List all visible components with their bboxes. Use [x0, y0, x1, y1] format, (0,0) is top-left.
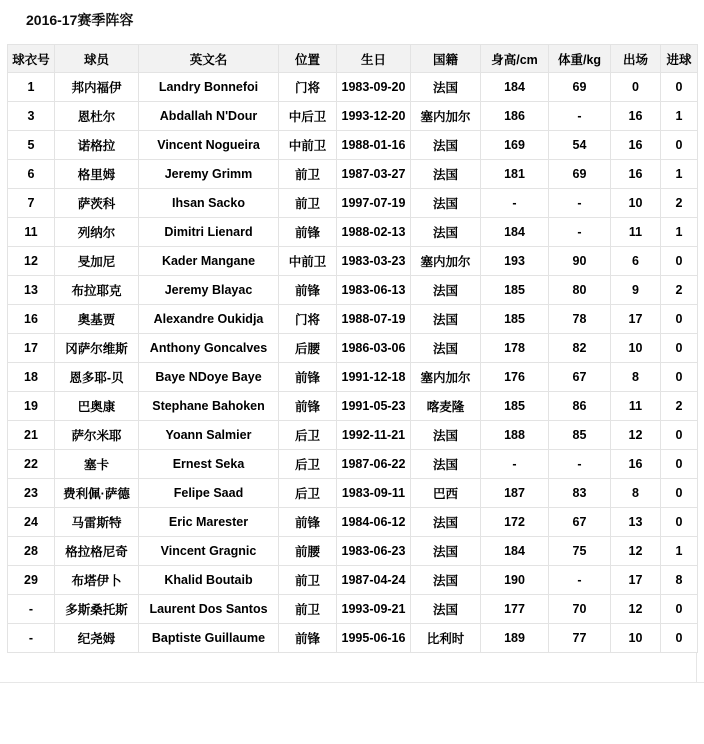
table-cell: 前卫 [279, 189, 337, 218]
table-cell: 列纳尔 [55, 218, 139, 247]
roster-table [7, 44, 698, 653]
table-cell: 后卫 [279, 450, 337, 479]
table-cell: Landry Bonnefoi [139, 73, 279, 102]
table-cell: 1992-11-21 [337, 421, 411, 450]
table-cell: 13 [611, 508, 661, 537]
table-cell: Eric Marester [139, 508, 279, 537]
table-cell: 0 [661, 363, 698, 392]
table-cell: 巴西 [411, 479, 481, 508]
table-cell: 75 [549, 537, 611, 566]
table-cell: 萨尔米耶 [55, 421, 139, 450]
table-cell: 23 [8, 479, 55, 508]
table-cell: 172 [481, 508, 549, 537]
table-cell: 1 [661, 102, 698, 131]
table-cell: Khalid Boutaib [139, 566, 279, 595]
table-cell: Ihsan Sacko [139, 189, 279, 218]
table-row [8, 450, 698, 479]
table-cell: 法国 [411, 218, 481, 247]
table-cell: 门将 [279, 305, 337, 334]
table-cell: 69 [549, 160, 611, 189]
table-cell: 85 [549, 421, 611, 450]
table-cell: 184 [481, 73, 549, 102]
table-cell: 1 [8, 73, 55, 102]
table-row [8, 624, 698, 653]
table-cell: 19 [8, 392, 55, 421]
table-cell: 83 [549, 479, 611, 508]
table-cell: 185 [481, 392, 549, 421]
table-cell: 0 [661, 73, 698, 102]
table-cell: 前锋 [279, 276, 337, 305]
table-header [8, 45, 698, 73]
table-row [8, 73, 698, 102]
table-cell: Vincent Nogueira [139, 131, 279, 160]
table-cell: - [481, 450, 549, 479]
table-cell: 0 [661, 508, 698, 537]
table-cell: 16 [611, 160, 661, 189]
table-cell: 多斯桑托斯 [55, 595, 139, 624]
table-cell: 1988-01-16 [337, 131, 411, 160]
table-cell: 前卫 [279, 595, 337, 624]
table-cell: 前锋 [279, 624, 337, 653]
table-cell: 24 [8, 508, 55, 537]
table-cell: 185 [481, 276, 549, 305]
table-cell: - [481, 189, 549, 218]
table-cell: 7 [8, 189, 55, 218]
table-row [8, 566, 698, 595]
table-cell: Ernest Seka [139, 450, 279, 479]
table-cell: 法国 [411, 160, 481, 189]
table-cell: 费利佩·萨德 [55, 479, 139, 508]
table-row [8, 595, 698, 624]
table-cell: 12 [8, 247, 55, 276]
table-cell: 177 [481, 595, 549, 624]
table-row [8, 189, 698, 218]
table-cell: 法国 [411, 508, 481, 537]
table-cell: 塞卡 [55, 450, 139, 479]
table-cell: 0 [661, 450, 698, 479]
table-cell: 前锋 [279, 363, 337, 392]
table-cell: - [549, 189, 611, 218]
table-row [8, 508, 698, 537]
table-cell: 法国 [411, 276, 481, 305]
column-header: 身高/cm [481, 45, 549, 73]
table-cell: 纪尧姆 [55, 624, 139, 653]
table-cell: 17 [611, 305, 661, 334]
table-cell: Baptiste Guillaume [139, 624, 279, 653]
table-cell: 77 [549, 624, 611, 653]
table-cell: 12 [611, 595, 661, 624]
table-cell: Jeremy Blayac [139, 276, 279, 305]
table-cell: 1987-03-27 [337, 160, 411, 189]
table-cell: 1993-09-21 [337, 595, 411, 624]
table-cell: 16 [611, 131, 661, 160]
table-cell: 184 [481, 218, 549, 247]
table-cell: 189 [481, 624, 549, 653]
table-cell: 1987-04-24 [337, 566, 411, 595]
table-cell: 8 [611, 479, 661, 508]
table-cell: 塞内加尔 [411, 102, 481, 131]
column-header: 位置 [279, 45, 337, 73]
table-row [8, 392, 698, 421]
table-cell: 54 [549, 131, 611, 160]
table-cell: 法国 [411, 189, 481, 218]
column-header: 球员 [55, 45, 139, 73]
table-cell: 186 [481, 102, 549, 131]
table-cell: 格拉格尼奇 [55, 537, 139, 566]
table-cell: 1993-12-20 [337, 102, 411, 131]
column-header: 生日 [337, 45, 411, 73]
table-cell: 90 [549, 247, 611, 276]
table-cell: 法国 [411, 450, 481, 479]
table-cell: 1983-03-23 [337, 247, 411, 276]
column-header: 球衣号 [8, 45, 55, 73]
table-cell: 11 [8, 218, 55, 247]
table-cell: Laurent Dos Santos [139, 595, 279, 624]
table-cell: Jeremy Grimm [139, 160, 279, 189]
table-cell: 22 [8, 450, 55, 479]
table-cell: Baye NDoye Baye [139, 363, 279, 392]
table-cell: 28 [8, 537, 55, 566]
table-cell: 1983-09-20 [337, 73, 411, 102]
table-cell: 恩杜尔 [55, 102, 139, 131]
table-cell: 冈萨尔维斯 [55, 334, 139, 363]
header-row [8, 45, 698, 73]
table-cell: 16 [8, 305, 55, 334]
table-row [8, 218, 698, 247]
table-cell: Abdallah N'Dour [139, 102, 279, 131]
table-cell: 塞内加尔 [411, 363, 481, 392]
table-cell: 86 [549, 392, 611, 421]
table-cell: 21 [8, 421, 55, 450]
table-body [8, 73, 698, 653]
table-cell: 法国 [411, 305, 481, 334]
column-header: 国籍 [411, 45, 481, 73]
table-cell: 12 [611, 537, 661, 566]
table-row [8, 102, 698, 131]
table-cell: 190 [481, 566, 549, 595]
table-row [8, 247, 698, 276]
table-cell: 前腰 [279, 537, 337, 566]
table-cell: 布塔伊卜 [55, 566, 139, 595]
table-cell: 13 [8, 276, 55, 305]
table-cell: 185 [481, 305, 549, 334]
table-cell: Dimitri Lienard [139, 218, 279, 247]
table-cell: 176 [481, 363, 549, 392]
table-cell: 1 [661, 537, 698, 566]
table-cell: 诺格拉 [55, 131, 139, 160]
table-cell: 布拉耶克 [55, 276, 139, 305]
table-row [8, 537, 698, 566]
table-cell: 1997-07-19 [337, 189, 411, 218]
table-cell: - [8, 595, 55, 624]
table-cell: 法国 [411, 566, 481, 595]
table-cell: 178 [481, 334, 549, 363]
table-row [8, 131, 698, 160]
table-cell: 9 [611, 276, 661, 305]
table-cell: 萨茨科 [55, 189, 139, 218]
table-cell: 旻加尼 [55, 247, 139, 276]
table-cell: 0 [661, 479, 698, 508]
table-cell: 中前卫 [279, 131, 337, 160]
column-header: 进球 [661, 45, 698, 73]
table-cell: 184 [481, 537, 549, 566]
table-cell: 后腰 [279, 334, 337, 363]
table-cell: 塞内加尔 [411, 247, 481, 276]
table-cell: 马雷斯特 [55, 508, 139, 537]
table-row [8, 479, 698, 508]
table-cell: 奥基贾 [55, 305, 139, 334]
table-footer-band [7, 653, 697, 682]
table-cell: 82 [549, 334, 611, 363]
table-cell: 1991-05-23 [337, 392, 411, 421]
table-cell: 1 [661, 218, 698, 247]
table-cell: 6 [8, 160, 55, 189]
table-cell: 恩多耶-贝 [55, 363, 139, 392]
table-cell: 29 [8, 566, 55, 595]
table-cell: 187 [481, 479, 549, 508]
table-cell: 巴奥康 [55, 392, 139, 421]
table-cell: 0 [661, 421, 698, 450]
table-cell: 8 [611, 363, 661, 392]
table-cell: 法国 [411, 131, 481, 160]
table-cell: 16 [611, 102, 661, 131]
table-cell: 3 [8, 102, 55, 131]
table-cell: 法国 [411, 73, 481, 102]
table-cell: 10 [611, 334, 661, 363]
table-cell: 0 [661, 305, 698, 334]
table-cell: 前锋 [279, 218, 337, 247]
table-cell: 2 [661, 189, 698, 218]
table-cell: 0 [661, 624, 698, 653]
table-cell: 0 [661, 334, 698, 363]
table-cell: 188 [481, 421, 549, 450]
table-cell: 67 [549, 508, 611, 537]
table-cell: 10 [611, 624, 661, 653]
table-cell: 18 [8, 363, 55, 392]
table-cell: 0 [661, 131, 698, 160]
table-cell: 门将 [279, 73, 337, 102]
table-cell: Yoann Salmier [139, 421, 279, 450]
table-cell: 1983-09-11 [337, 479, 411, 508]
table-cell: 格里姆 [55, 160, 139, 189]
table-cell: 喀麦隆 [411, 392, 481, 421]
table-cell: 181 [481, 160, 549, 189]
table-cell: 中后卫 [279, 102, 337, 131]
table-cell: 前锋 [279, 508, 337, 537]
table-cell: 169 [481, 131, 549, 160]
table-cell: 1984-06-12 [337, 508, 411, 537]
table-cell: Stephane Bahoken [139, 392, 279, 421]
table-cell: 前锋 [279, 392, 337, 421]
table-cell: Alexandre Oukidja [139, 305, 279, 334]
table-cell: 法国 [411, 421, 481, 450]
table-cell: Anthony Goncalves [139, 334, 279, 363]
table-row [8, 363, 698, 392]
column-header: 体重/kg [549, 45, 611, 73]
table-cell: 1986-03-06 [337, 334, 411, 363]
table-cell: - [8, 624, 55, 653]
table-cell: 2 [661, 392, 698, 421]
table-cell: 1988-02-13 [337, 218, 411, 247]
table-cell: 67 [549, 363, 611, 392]
table-cell: - [549, 450, 611, 479]
table-cell: Vincent Gragnic [139, 537, 279, 566]
table-cell: 17 [611, 566, 661, 595]
table-cell: 1983-06-23 [337, 537, 411, 566]
table-cell: 2 [661, 276, 698, 305]
table-cell: 后卫 [279, 479, 337, 508]
table-cell: 1987-06-22 [337, 450, 411, 479]
section-divider [0, 682, 704, 683]
table-cell: 17 [8, 334, 55, 363]
table-cell: 1983-06-13 [337, 276, 411, 305]
table-cell: 193 [481, 247, 549, 276]
column-header: 英文名 [139, 45, 279, 73]
table-cell: 比利时 [411, 624, 481, 653]
column-header: 出场 [611, 45, 661, 73]
table-cell: 0 [661, 595, 698, 624]
table-cell: 6 [611, 247, 661, 276]
table-cell: 10 [611, 189, 661, 218]
table-cell: 78 [549, 305, 611, 334]
table-cell: 法国 [411, 595, 481, 624]
table-cell: 11 [611, 392, 661, 421]
table-cell: 0 [611, 73, 661, 102]
table-cell: 11 [611, 218, 661, 247]
table-cell: - [549, 102, 611, 131]
table-cell: 1995-06-16 [337, 624, 411, 653]
table-cell: 12 [611, 421, 661, 450]
table-cell: - [549, 566, 611, 595]
table-cell: 法国 [411, 537, 481, 566]
table-cell: 法国 [411, 334, 481, 363]
table-cell: 5 [8, 131, 55, 160]
table-row [8, 334, 698, 363]
table-row [8, 305, 698, 334]
table-row [8, 276, 698, 305]
table-cell: 1991-12-18 [337, 363, 411, 392]
table-cell: 16 [611, 450, 661, 479]
table-cell: 69 [549, 73, 611, 102]
table-cell: 80 [549, 276, 611, 305]
table-cell: 0 [661, 247, 698, 276]
table-cell: 前卫 [279, 160, 337, 189]
table-cell: Felipe Saad [139, 479, 279, 508]
table-cell: 8 [661, 566, 698, 595]
table-cell: 1988-07-19 [337, 305, 411, 334]
table-row [8, 160, 698, 189]
table-cell: 邦内福伊 [55, 73, 139, 102]
table-cell: 前卫 [279, 566, 337, 595]
table-cell: 后卫 [279, 421, 337, 450]
table-cell: Kader Mangane [139, 247, 279, 276]
table-cell: 中前卫 [279, 247, 337, 276]
table-cell: - [549, 218, 611, 247]
table-cell: 70 [549, 595, 611, 624]
page-title: 2016-17赛季阵容 [26, 12, 134, 28]
table-cell: 1 [661, 160, 698, 189]
table-row [8, 421, 698, 450]
